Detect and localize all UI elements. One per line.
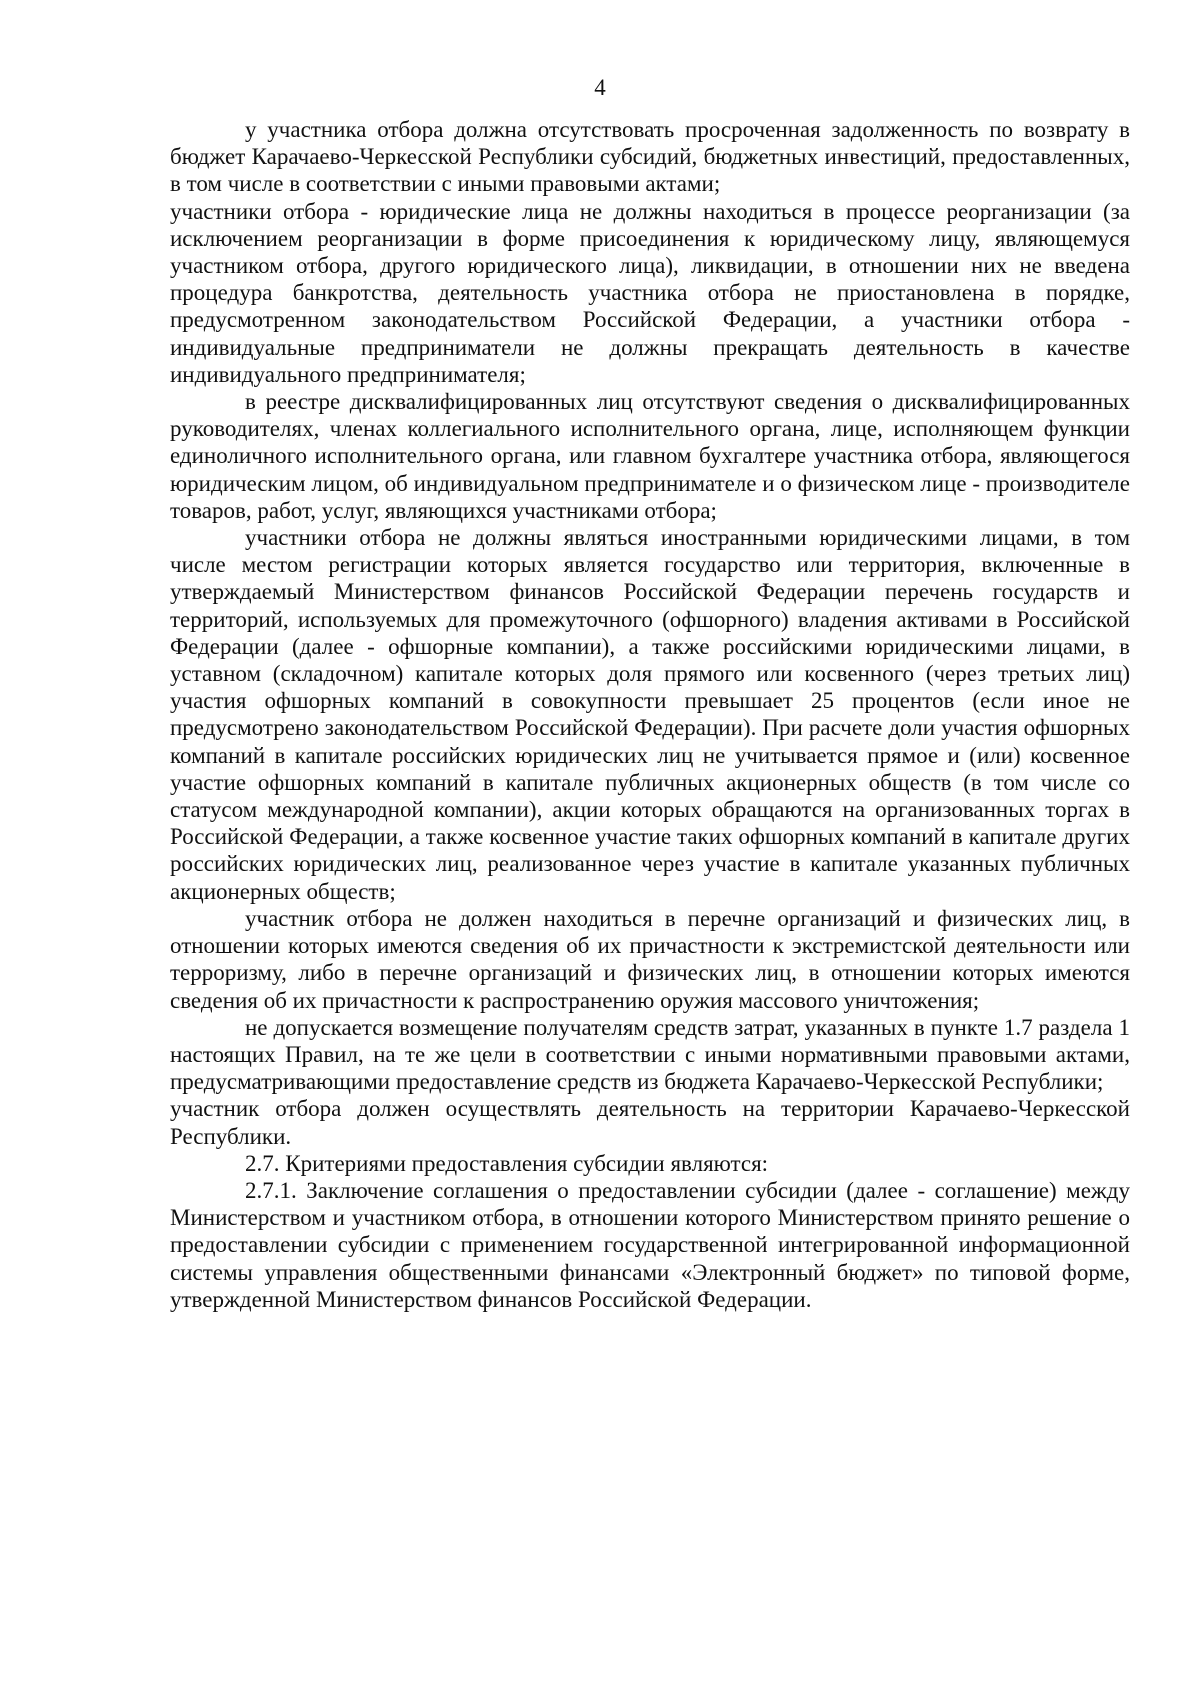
page-number: 4 bbox=[594, 75, 606, 100]
paragraph-overdue-debt: у участника отбора должна отсутствовать просроченная задолженность по возврату в бюджет Карачаево-Черкесской Республики субсидий, бюджетных инвестиций, предоставленных, в том числе в соответствии с иными правовыми актами; bbox=[170, 117, 1130, 197]
paragraph-cost-reimbursement: не допускается возмещение получателям средств затрат, указанных в пункте 1.7 раздела 1 настоящих Правил, на те же цели в соответствии с иными нормативными правовыми актами, предусматривающими предоставление средств из бюджета Карачаево-Черкесской Республики; bbox=[170, 1014, 1130, 1095]
paragraph-extremism-list: участник отбора не должен находиться в перечне организаций и физических лиц, в отношении которых имеются сведения об их причастности к экстремистской деятельности или терроризму, либо в перечне организаций и физических лиц, в отношении которых имеются сведения об их причастности к распространению оружия массового уничтожения; bbox=[170, 905, 1130, 1013]
paragraph-criteria-heading: 2.7. Критериями предоставления субсидии являются: bbox=[245, 1150, 769, 1176]
paragraph-reorganization: участники отбора - юридические лица не должны находиться в процессе реорганизации (за исключением реорганизации в форме присоединения к юридическому лицу, являющемуся участником отбора, другого юридического лица), ликвидации, в отношении них не введена процедура банкротства, деятельность участника отбора не приостановлена в порядке, предусмотренном законодательством Российской Федерации, а участники отбора - индивидуальные предприниматели не должны прекращать деятельность в качестве индивидуального предпринимателя; bbox=[170, 198, 1130, 387]
paragraph-disqualified-register: в реестре дисквалифицированных лиц отсутствуют сведения о дисквалифицированных руководителях, членах коллегиального исполнительного органа, лице, исполняющем функции единоличного исполнительного органа, или главном бухгалтере участника отбора, являющегося юридическим лицом, об индивидуальном предпринимателе и о физическом лице - производителе товаров, работ, услуг, являющихся участниками отбора; bbox=[170, 389, 1130, 523]
paragraph-agreement: 2.7.1. Заключение соглашения о предоставлении субсидии (далее - соглашение) между Министерством и участником отбора, в отношении которого Министерством принято решение о предоставлении субсидии с применением государственной интегрированной информационной системы управления общественными финансами «Электронный бюджет» по типовой форме, утвержденной Министерством финансов Российской Федерации. bbox=[170, 1177, 1130, 1312]
document-body bbox=[170, 116, 1130, 1313]
paragraph-offshore-companies: участники отбора не должны являться иностранными юридическими лицами, в том числе местом регистрации которых является государство или территория, включенные в утверждаемый Министерством финансов Российской Федерации перечень государств и территорий, используемых для промежуточного (офшорного) владения активами в Российской Федерации (далее - офшорные компании), а также российскими юридическими лицами, в уставном (складочном) капитале которых доля прямого или косвенного (через третьих лиц) участия офшорных компаний в совокупности превышает 25 процентов (если иное не предусмотрено законодательством Российской Федерации). При расчете доли участия офшорных компаний в капитале российских юридических лиц не учитывается прямое и (или) косвенное участие офшорных компаний в капитале публичных акционерных обществ (в том числе со статусом международной компании), акции которых обращаются на организованных торгах в Российской Федерации, а также косвенное участие таких офшорных компаний в капитале других российских юридических лиц, реализованное через участие в капитале указанных публичных акционерных обществ; bbox=[170, 525, 1130, 904]
paragraph-territory: участник отбора должен осуществлять деятельность на территории Карачаево-Черкесской Республики. bbox=[170, 1096, 1130, 1149]
